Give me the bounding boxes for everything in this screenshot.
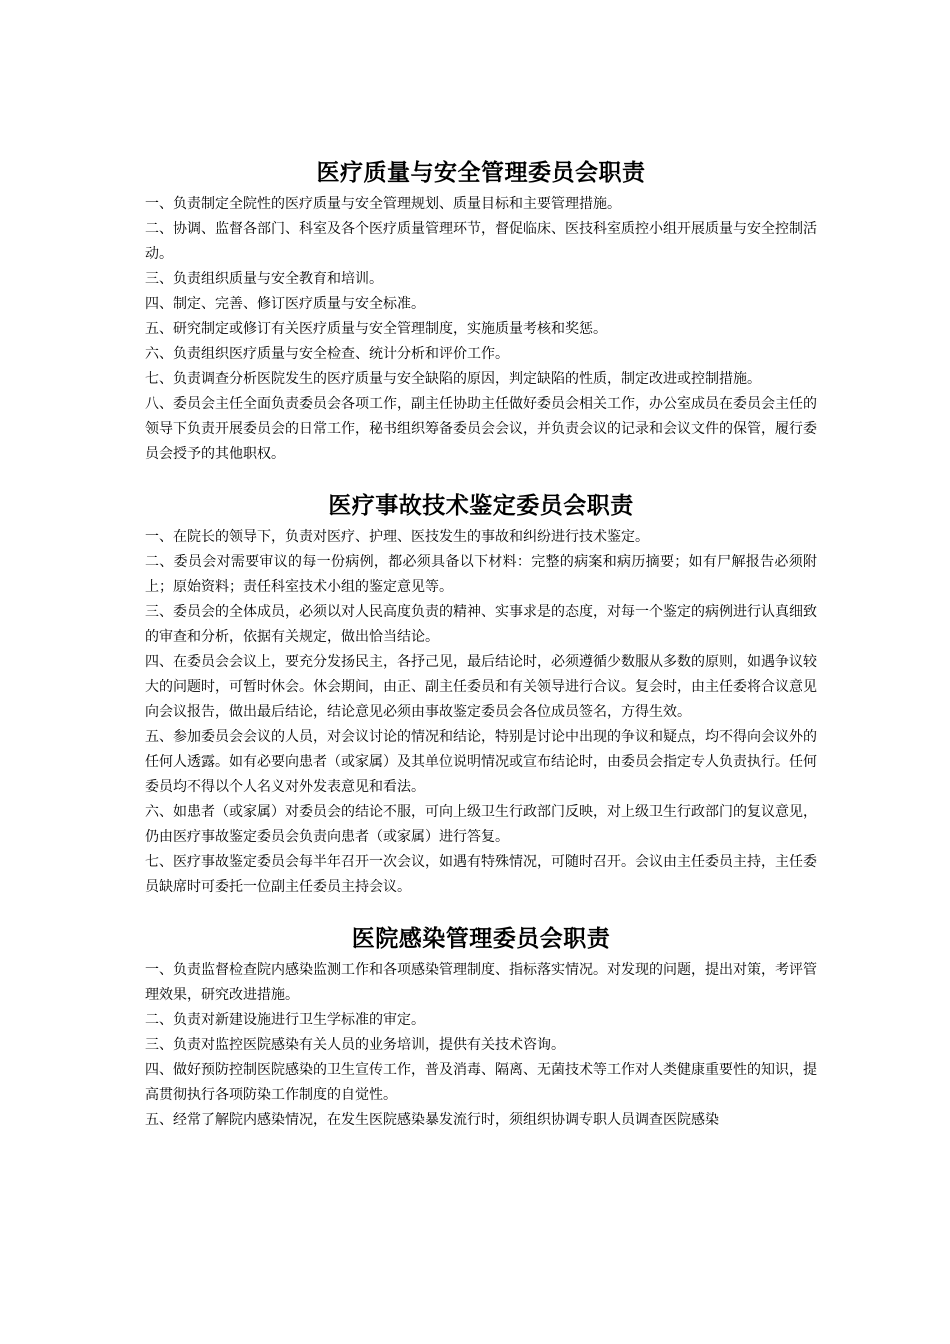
duty-item: 四、做好预防控制医院感染的卫生宣传工作，普及消毒、隔离、无菌技术等工作对人类健康重要性的知识，提高贯彻执行各项防染工作制度的自觉性。 [145,1062,817,1103]
duty-item: 四、制定、完善、修订医疗质量与安全标准。 [145,296,425,312]
duty-item: 一、在院长的领导下，负责对医疗、护理、医技发生的事故和纠纷进行技术鉴定。 [145,529,649,545]
duty-item: 二、协调、监督各部门、科室及各个医疗质量管理环节，督促临床、医技科室质控小组开展质量与安全控制活动。 [145,221,817,262]
duty-item: 五、研究制定或修订有关医疗质量与安全管理制度，实施质量考核和奖惩。 [145,321,607,337]
duty-item: 三、负责组织质量与安全教育和培训。 [145,271,383,287]
duty-item: 四、在委员会会议上，要充分发扬民主，各抒己见，最后结论时，必须遵循少数服从多数的原则，如遇争议较大的问题时，可暂时休会。休会期间，由正、副主任委员和有关领导进行合议。复会时，由主任委将合议意见向会议报告，做出最后结论，结论意见必须由事故鉴定委员会各位成员签名，方得生效。 [145,654,817,720]
section-title: 医疗事故技术鉴定委员会职责 [328,493,634,519]
duty-item: 二、负责对新建设施进行卫生学标准的审定。 [145,1012,425,1028]
section-title: 医疗质量与安全管理委员会职责 [316,160,646,186]
duty-item: 八、委员会主任全面负责委员会各项工作，副主任协助主任做好委员会相关工作，办公室成员在委员会主任的领导下负责开展委员会的日常工作，秘书组织筹备委员会会议，并负责会议的记录和会议文件的保管，履行委员会授予的其他职权。 [145,396,817,462]
duty-item: 二、委员会对需要审议的每一份病例，都必须具备以下材料：完整的病案和病历摘要；如有尸解报告必须附上；原始资料；责任科室技术小组的鉴定意见等。 [145,554,817,595]
duty-item: 一、负责制定全院性的医疗质量与安全管理规划、质量目标和主要管理措施。 [145,196,621,212]
duty-item: 六、负责组织医疗质量与安全检查、统计分析和评价工作。 [145,346,509,362]
section-title: 医院感染管理委员会职责 [351,926,611,952]
duty-item: 五、参加委员会会议的人员，对会议讨论的情况和结论，特别是讨论中出现的争议和疑点，均不得向会议外的任何人透露。如有必要向患者（或家属）及其单位说明情况或宣布结论时，由委员会指定专人负责执行。任何委员均不得以个人名义对外发表意见和看法。 [145,729,817,795]
duty-item: 七、医疗事故鉴定委员会每半年召开一次会议，如遇有特殊情况，可随时召开。会议由主任委员主持，主任委员缺席时可委托一位副主任委员主持会议。 [145,854,817,895]
document-page [145,158,817,1133]
duty-item: 七、负责调查分析医院发生的医疗质量与安全缺陷的原因，判定缺陷的性质，制定改进或控制措施。 [145,371,761,387]
duty-item: 六、如患者（或家属）对委员会的结论不服，可向上级卫生行政部门反映，对上级卫生行政部门的复议意见，仍由医疗事故鉴定委员会负责向患者（或家属）进行答复。 [145,804,817,845]
duty-item: 五、经常了解院内感染情况，在发生医院感染暴发流行时，须组织协调专职人员调查医院感染 [145,1112,719,1128]
duty-item: 一、负责监督检查院内感染监测工作和各项感染管理制度、指标落实情况。对发现的问题，提出对策，考评管理效果，研究改进措施。 [145,962,817,1003]
duty-item: 三、委员会的全体成员，必须以对人民高度负责的精神、实事求是的态度，对每一个鉴定的病例进行认真细致的审查和分析，依据有关规定，做出恰当结论。 [145,604,817,645]
duty-item: 三、负责对监控医院感染有关人员的业务培训，提供有关技术咨询。 [145,1037,565,1053]
